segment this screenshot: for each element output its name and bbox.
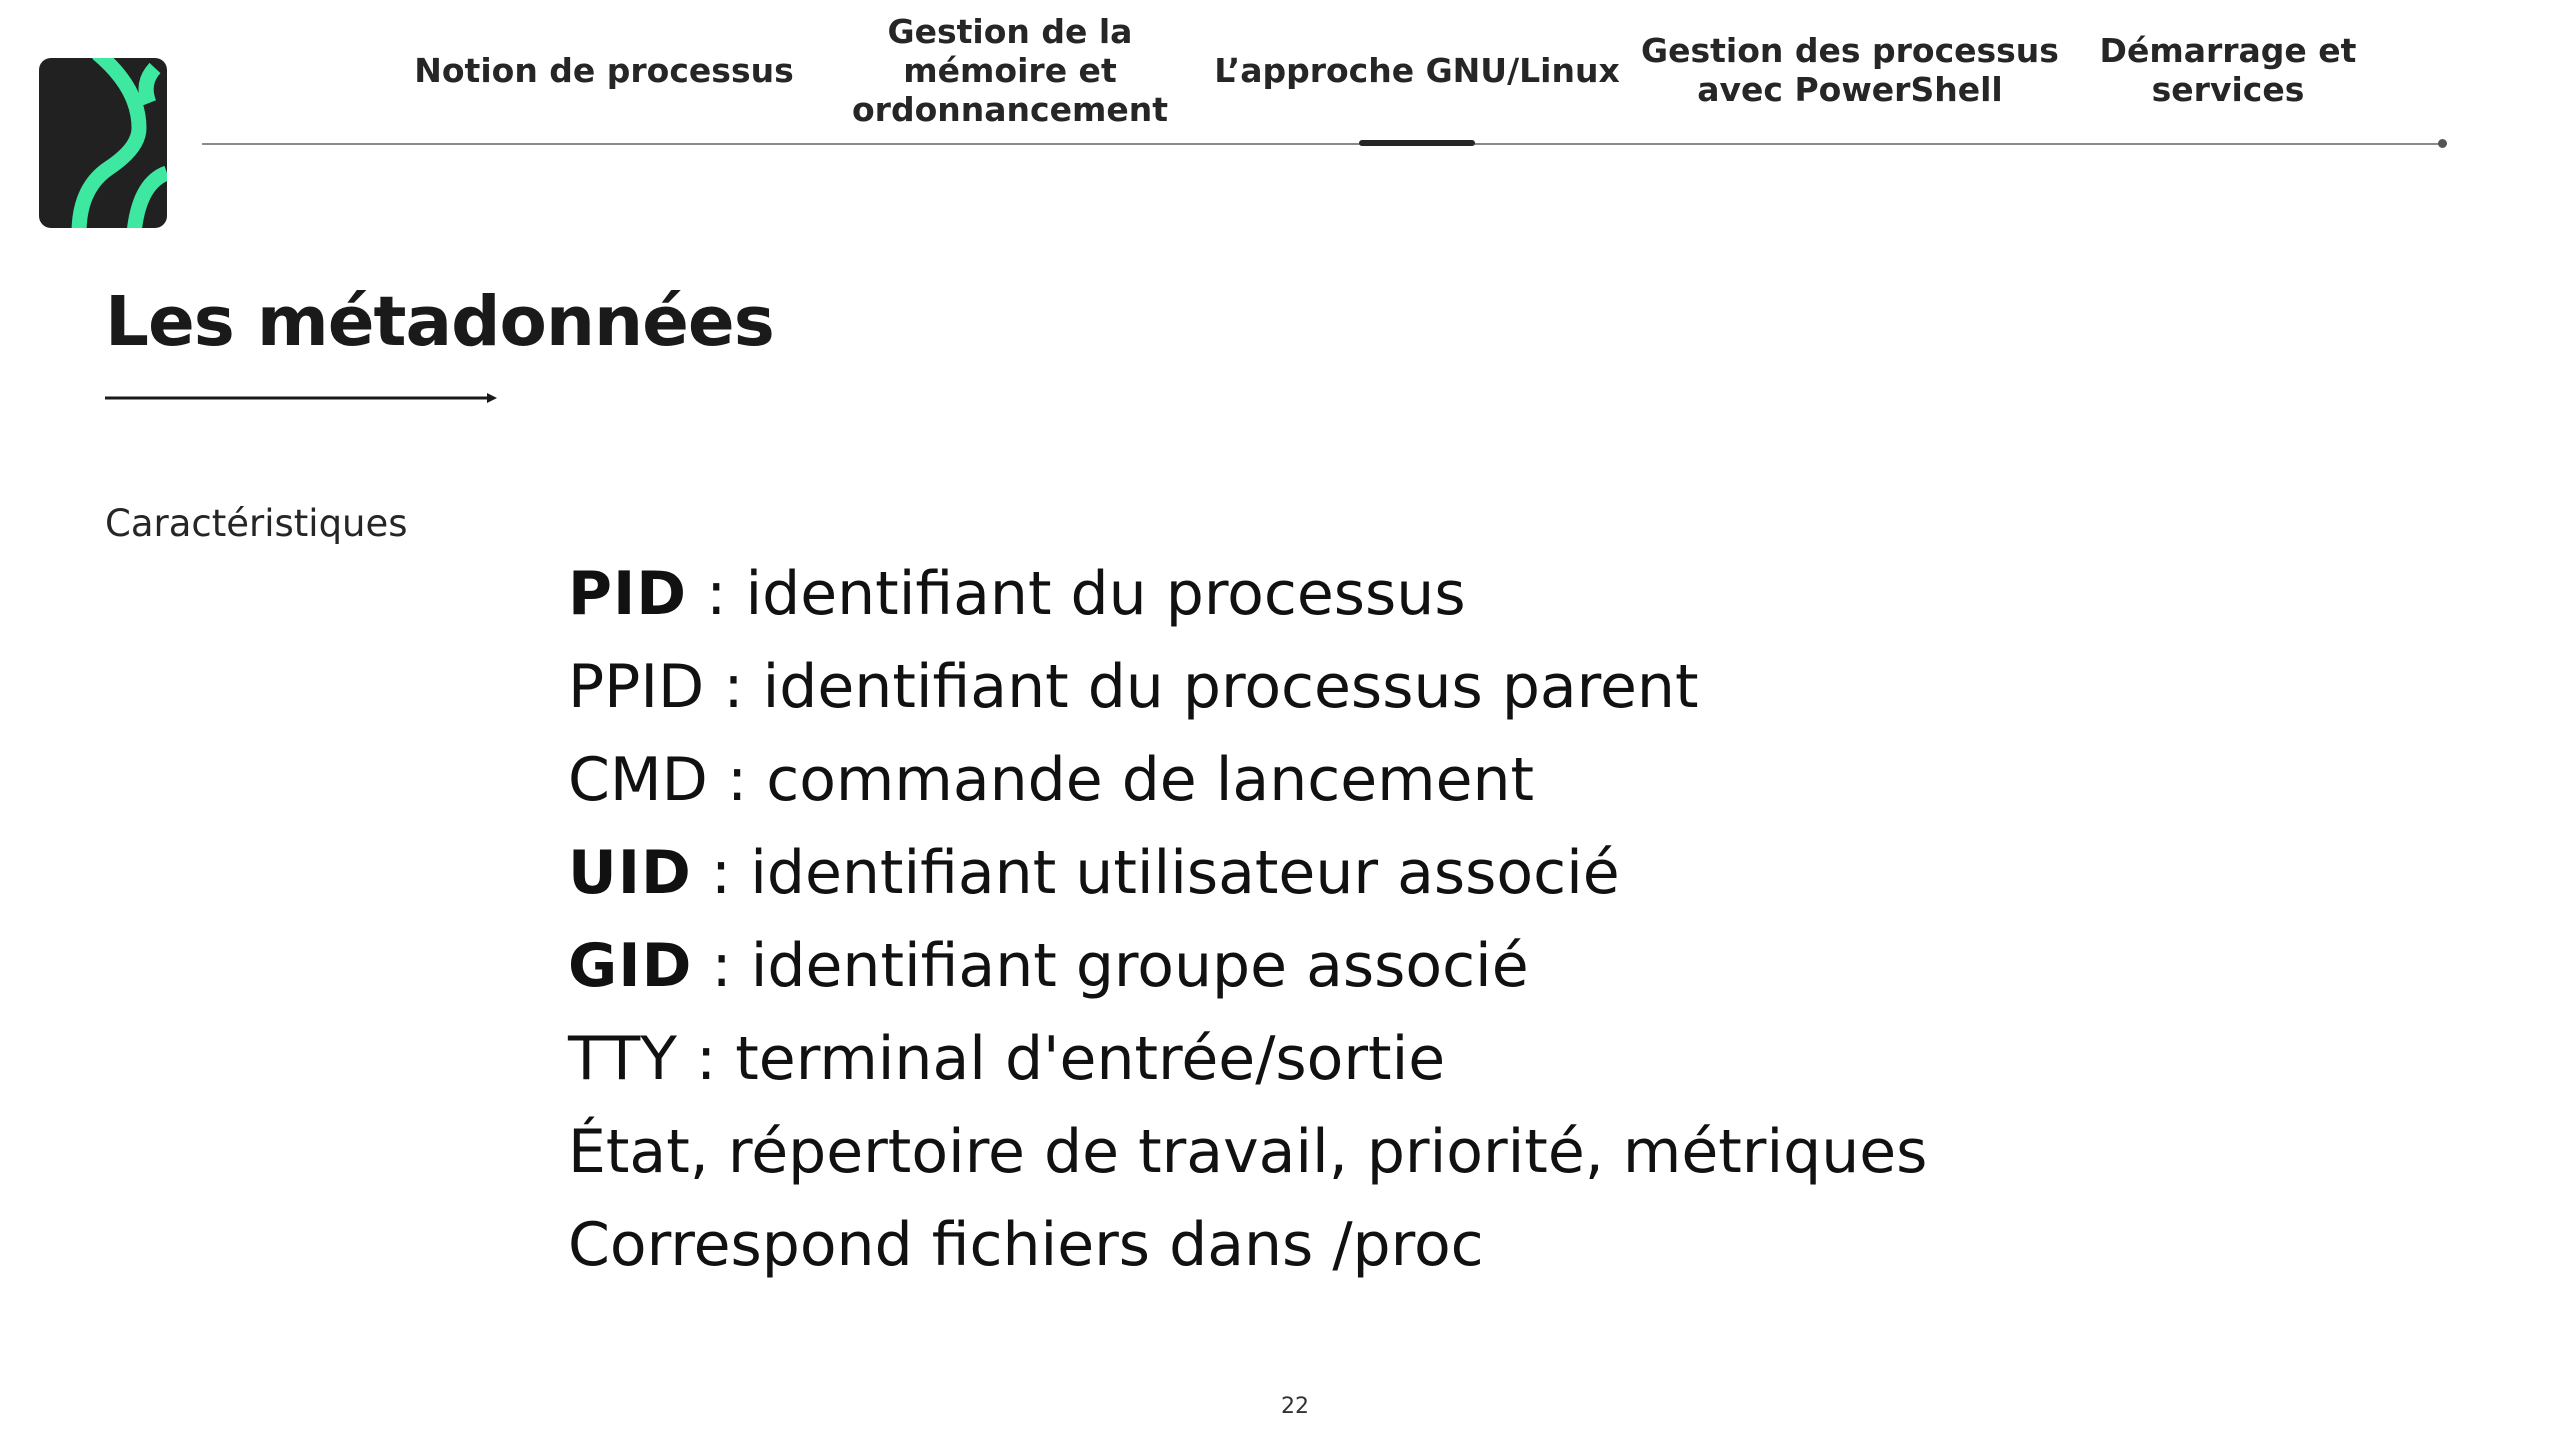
item-text: : identifiant utilisateur associé	[691, 838, 1620, 908]
nav-item-gestion-powershell[interactable]	[1640, 0, 2060, 140]
list-item	[568, 641, 2368, 734]
nav-item-approche-gnu-linux[interactable]	[1210, 0, 1624, 140]
item-text: : identifiant du processus parent	[704, 652, 1699, 722]
item-key: PID	[568, 559, 688, 629]
nav-item-label: Gestion des processus avec PowerShell	[1641, 31, 2059, 109]
item-text: : identifiant groupe associé	[692, 931, 1529, 1001]
nav-timeline-end-dot	[2438, 139, 2447, 148]
nav-item-demarrage-services[interactable]	[2090, 0, 2366, 140]
item-text: État, répertoire de travail, priorité, métriques	[568, 1117, 1928, 1187]
nav-item-label: Gestion de la mémoire et ordonnancement	[852, 11, 1168, 129]
list-item	[568, 1106, 2368, 1199]
item-text: : terminal d'entrée/sortie	[676, 1024, 1446, 1094]
item-key: GID	[568, 931, 693, 1001]
nav-item-gestion-memoire[interactable]	[840, 0, 1180, 140]
list-item	[568, 548, 2368, 641]
item-key: UID	[568, 838, 692, 908]
list-item	[568, 920, 2368, 1013]
page-number: 22	[1281, 1394, 1309, 1419]
nav-item-label: Notion de processus	[414, 50, 794, 90]
nav-item-label: Démarrage et services	[2099, 31, 2357, 109]
slide-subtitle: Caractéristiques	[105, 502, 408, 545]
metadata-list	[568, 548, 2368, 1292]
list-item	[568, 1013, 2368, 1106]
item-key: PPID	[568, 652, 705, 722]
nav-item-label: L’approche GNU/Linux	[1214, 50, 1620, 90]
item-key: CMD	[568, 745, 708, 815]
item-text: Correspond fichiers dans /proc	[568, 1210, 1484, 1280]
slide-title: Les métadonnées	[105, 282, 774, 362]
nav-timeline	[202, 143, 2444, 145]
nav-item-notion-processus[interactable]	[414, 0, 794, 140]
list-item	[568, 827, 2368, 920]
item-key: TTY	[568, 1024, 677, 1094]
section-nav	[0, 0, 2560, 160]
list-item	[568, 1199, 2368, 1292]
nav-active-indicator	[1359, 140, 1475, 146]
item-text: : commande de lancement	[707, 745, 1535, 815]
title-underline-arrow-icon	[105, 392, 497, 404]
list-item	[568, 734, 2368, 827]
item-text: : identifiant du processus	[687, 559, 1466, 629]
